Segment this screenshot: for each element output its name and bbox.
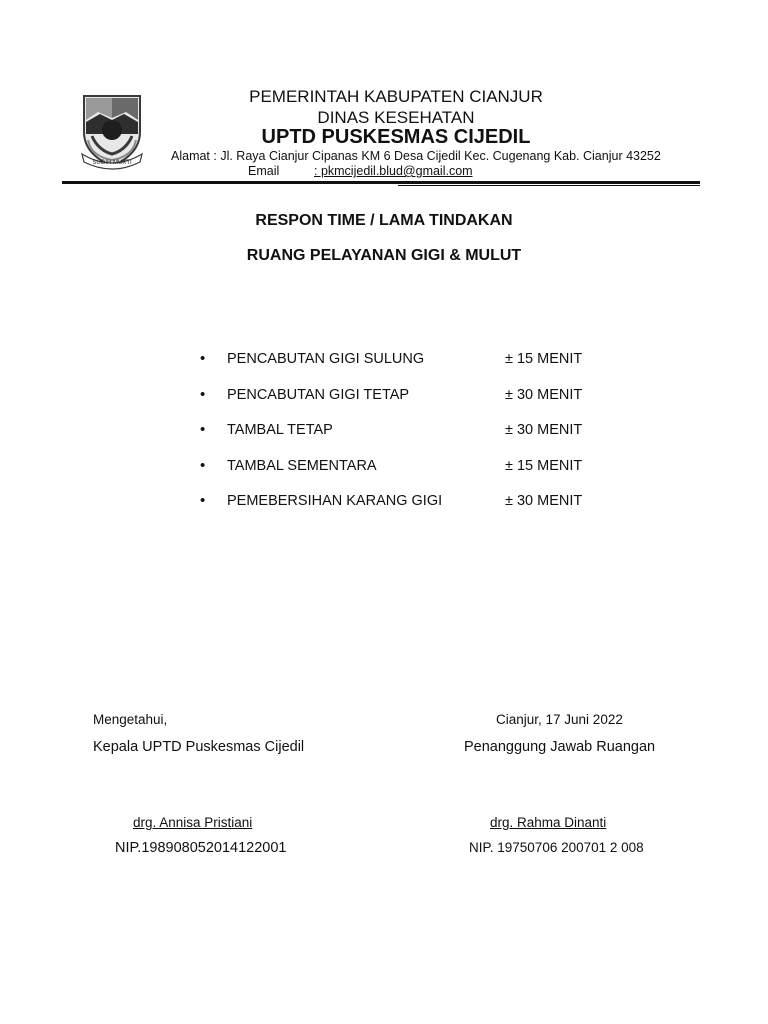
document-subtitle: RUANG PELAYANAN GIGI & MULUT xyxy=(246,247,522,264)
bullet: • xyxy=(200,492,206,509)
bullet: • xyxy=(200,350,206,367)
pic-signatory-name: drg. Rahma Dinanti xyxy=(490,815,607,830)
list-item xyxy=(200,351,620,371)
email-row xyxy=(248,164,473,178)
letterhead-divider-thin xyxy=(398,185,700,186)
bullet: • xyxy=(200,421,206,438)
service-name: PEMEBERSIHAN KARANG GIGI xyxy=(227,493,443,509)
service-time: ± 15 MENIT xyxy=(505,351,583,367)
organization-name: UPTD PUSKESMAS CIJEDIL xyxy=(261,126,531,148)
head-signatory-name: drg. Annisa Pristiani xyxy=(133,815,253,830)
address-line: Alamat : Jl. Raya Cianjur Cipanas KM 6 Desa Cijedil Kec. Cugenang Kab. Cianjur 43252 xyxy=(171,149,661,163)
acknowledged-label: Mengetahui, xyxy=(93,712,168,727)
place-date: Cianjur, 17 Juni 2022 xyxy=(496,712,623,727)
service-name: PENCABUTAN GIGI TETAP xyxy=(227,387,410,403)
service-time: ± 30 MENIT xyxy=(505,493,583,509)
pic-nip: NIP. 19750706 200701 2 008 xyxy=(469,840,644,855)
pic-title: Penanggung Jawab Ruangan xyxy=(464,739,656,755)
list-item xyxy=(200,422,620,442)
head-title: Kepala UPTD Puskesmas Cijedil xyxy=(93,739,305,755)
service-name: PENCABUTAN GIGI SULUNG xyxy=(227,351,425,367)
service-time: ± 30 MENIT xyxy=(505,387,583,403)
service-name: TAMBAL TETAP xyxy=(227,422,333,438)
email-link[interactable]: : pkmcijedil.blud@gmail.com xyxy=(314,164,473,178)
list-item xyxy=(200,458,620,478)
email-label: Email xyxy=(248,164,280,178)
bullet: • xyxy=(200,386,206,403)
svg-text:SUGIH MUKTI: SUGIH MUKTI xyxy=(92,160,132,166)
service-name: TAMBAL SEMENTARA xyxy=(227,458,377,474)
list-item xyxy=(200,493,620,513)
document-title: RESPON TIME / LAMA TINDAKAN xyxy=(255,212,513,229)
head-nip: NIP.198908052014122001 xyxy=(115,840,287,856)
government-name: PEMERINTAH KABUPATEN CIANJUR xyxy=(249,87,543,106)
service-time: ± 15 MENIT xyxy=(505,458,583,474)
bullet: • xyxy=(200,457,206,474)
service-time: ± 30 MENIT xyxy=(505,422,583,438)
list-item xyxy=(200,387,620,407)
department-name: DINAS KESEHATAN xyxy=(317,108,475,127)
letterhead-divider xyxy=(62,181,700,184)
